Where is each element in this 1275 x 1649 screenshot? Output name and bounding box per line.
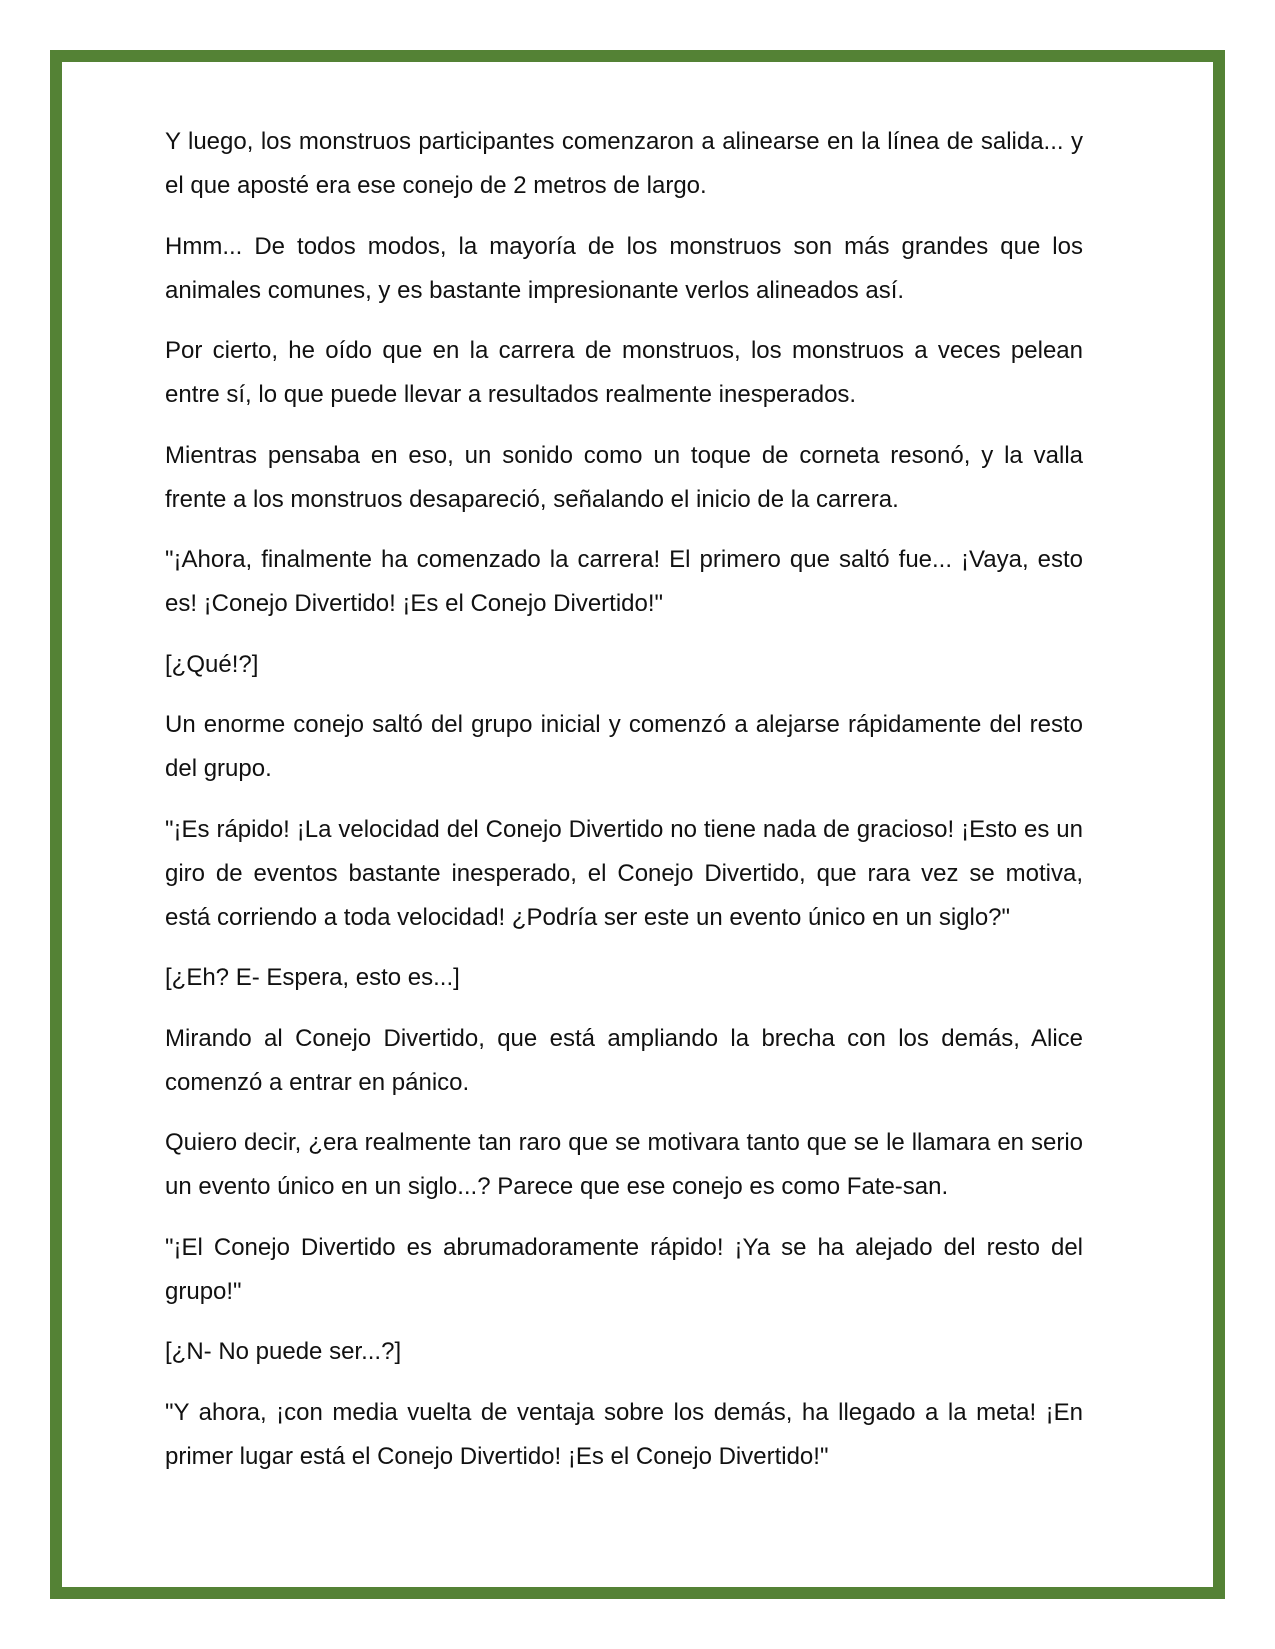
paragraph-11: Quiero decir, ¿era realmente tan raro que se motivara tanto que se le llamara en serio un evento único en un siglo...? Parece que ese conejo es como Fate-san. <box>165 1129 1083 1200</box>
document-body <box>165 120 1083 1495</box>
paragraph-5: "¡Ahora, finalmente ha comenzado la carrera! El primero que saltó fue... ¡Vaya, esto es! ¡Conejo Divertido! ¡Es el Conejo Divertido!" <box>165 546 1083 617</box>
paragraph-8: "¡Es rápido! ¡La velocidad del Conejo Divertido no tiene nada de gracioso! ¡Esto es un giro de eventos bastante inesperado, el Conejo Divertido, que rara vez se motiva, está corriendo a toda velocidad! ¿Podría ser este un evento único en un siglo?" <box>165 815 1083 931</box>
paragraph-1: Y luego, los monstruos participantes comenzaron a alinearse en la línea de salida... y el que aposté era ese conejo de 2 metros de largo. <box>165 128 1083 199</box>
paragraph-7: Un enorme conejo saltó del grupo inicial y comenzó a alejarse rápidamente del resto del grupo. <box>165 711 1083 782</box>
paragraph-13: [¿N- No puede ser...?] <box>165 1338 402 1365</box>
paragraph-10: Mirando al Conejo Divertido, que está ampliando la brecha con los demás, Alice comenzó a entrar en pánico. <box>165 1024 1083 1096</box>
paragraph-14: "Y ahora, ¡con media vuelta de ventaja sobre los demás, ha llegado a la meta! ¡En primer lugar está el Conejo Divertido! ¡Es el Conejo Divertido!" <box>165 1398 1083 1470</box>
paragraph-9: [¿Eh? E- Espera, esto es...] <box>165 964 460 991</box>
paragraph-3: Por cierto, he oído que en la carrera de monstruos, los monstruos a veces pelean entre sí, lo que puede llevar a resultados realmente inesperados. <box>165 337 1083 408</box>
paragraph-2: Hmm... De todos modos, la mayoría de los monstruos son más grandes que los animales comunes, y es bastante impresionante verlos alineados así. <box>165 232 1083 304</box>
paragraph-4: Mientras pensaba en eso, un sonido como un toque de corneta resonó, y la valla frente a los monstruos desapareció, señalando el inicio de la carrera. <box>165 441 1083 513</box>
paragraph-6: [¿Qué!?] <box>165 650 259 678</box>
paragraph-12: "¡El Conejo Divertido es abrumadoramente rápido! ¡Ya se ha alejado del resto del grupo!" <box>165 1233 1083 1305</box>
